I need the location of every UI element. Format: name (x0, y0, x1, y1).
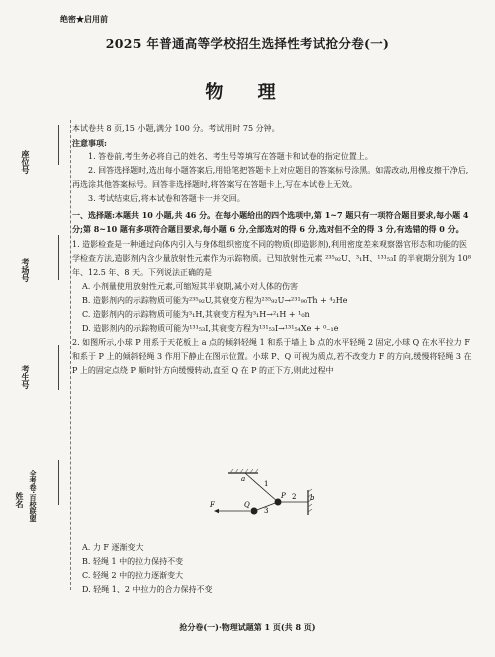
label-rope-3: 3 (264, 507, 269, 515)
intro-text: 本试卷共 8 页,15 小题,满分 100 分。考试用时 75 分钟。 (72, 124, 280, 133)
q1-option-c: C. 造影剂内的示踪物质可能为³₁H,其衰变方程为³₁H→²₁H + ¹₀n (82, 310, 310, 319)
exam-no-blank-line (58, 345, 59, 390)
q2-option-c: C. 轻绳 2 中的拉力逐渐变大 (82, 571, 184, 580)
side-label-school: 全考卷·百校联盟 (29, 470, 37, 522)
q1-option-d: D. 造影剂内的示踪物质可能为¹³¹₅₃I,其衰变方程为¹³¹₅₃I→¹³¹₅₄Xe + ⁰₋₁e (82, 324, 339, 333)
note-item-2: 2. 回答选择题时,选出每小题答案后,用铅笔把答题卡上对应题目的答案标号涂黑。如需改动,用橡皮擦干净后,再选涂其他答案标号。回答非选择题时,将答案写在答题卡上,写在本试卷上无效。 (72, 166, 469, 189)
label-rope-2: 2 (292, 493, 297, 501)
binding-dashed-line (70, 120, 71, 590)
q2-figure (200, 465, 320, 535)
label-rope-1: 1 (264, 480, 269, 488)
confidential-mark: 绝密★启用前 (60, 14, 108, 24)
q2-options-block (72, 541, 472, 597)
room-blank-line (58, 235, 59, 280)
rope-1 (245, 473, 278, 502)
label-b: b (310, 494, 315, 502)
exam-title: 2025 年普通高等学校招生选择性考试抢分卷(一) (105, 36, 390, 51)
note-item-1: 1. 答卷前,考生务必将自己的姓名、考生号等填写在答题卡和试卷的指定位置上。 (88, 152, 373, 161)
q2-option-a: A. 力 F 逐渐变大 (82, 543, 144, 552)
q2-option-d: D. 轻绳 1、2 中拉力的合力保持不变 (82, 585, 213, 594)
label-a: a (241, 475, 246, 483)
instructions-block (72, 122, 472, 378)
side-label-exam-no: 考生号 (21, 365, 30, 389)
label-p: P (281, 492, 286, 500)
seat-blank-line (58, 125, 59, 165)
q1-option-a: A. 小剂量使用放射性元素,可缩短其半衰期,减小对人体的伤害 (82, 282, 298, 291)
q1-option-b: B. 造影剂内的示踪物质可能为²³⁵₉₂U,其衰变方程为²³⁵₉₂U→²³¹₉₀Th + ⁴₂He (82, 296, 348, 305)
label-q: Q (244, 501, 250, 509)
side-label-name: 姓名 (15, 492, 24, 508)
name-blank-line (58, 460, 59, 505)
side-label-seat: 座位号 (21, 150, 30, 174)
ball-q (251, 508, 258, 515)
ceiling-hatch (230, 469, 258, 473)
question-2-stem: 2. 如图所示,小球 P 用系于天花板上 a 点的倾斜轻绳 1 和系于墙上 b 点的水平轻绳 2 固定,小球 Q 在水平拉力 F 和系于 P 上的倾斜轻绳 3 作用下静止在图示位置。小球 P、Q 可视为质点,若不改变力 F 的方向,缓慢将轻绳 3 在 P 上的固定点绕 P 顺时针方向缓慢转动,直至 Q 在 P 的正下方,则此过程中 (72, 338, 472, 375)
force-arrowhead (214, 509, 219, 513)
notes-title: 注意事项: (72, 138, 107, 148)
section-1-header: 一、选择题:本题共 10 小题,共 46 分。在每小题给出的四个选项中,第 1~7 题只有一项符合题目要求,每小题 4 分;第 8~10 题有多项符合题目要求,每小题 6 分,全部选对的得 6 分,选对但不全的得 3 分,有选错的得 0 分。 (72, 210, 469, 234)
q2-option-b: B. 轻绳 1 中的拉力保持不变 (82, 557, 184, 566)
label-f: F (210, 501, 215, 509)
question-1-stem: 1. 造影检查是一种通过向体内引入与身体组织密度不同的物质(即造影剂),利用密度差来观察器官形态和功能的医学检查方法,造影剂内含少量放射性元素作为示踪物质。已知放射性元素 ²³⁵₉₂U、³₁H、¹³¹₅₃I 的半衰期分别为 10⁸年、12.5 年、8 天。下列说法正确的是 (72, 240, 471, 277)
note-item-3: 3. 考试结束后,将本试卷和答题卡一并交回。 (88, 194, 245, 203)
side-label-room: 考场号 (21, 258, 30, 282)
page-footer: 抢分卷(一)·物理试题第 1 页(共 8 页) (179, 622, 316, 632)
subject-title: 物 理 (205, 82, 290, 103)
